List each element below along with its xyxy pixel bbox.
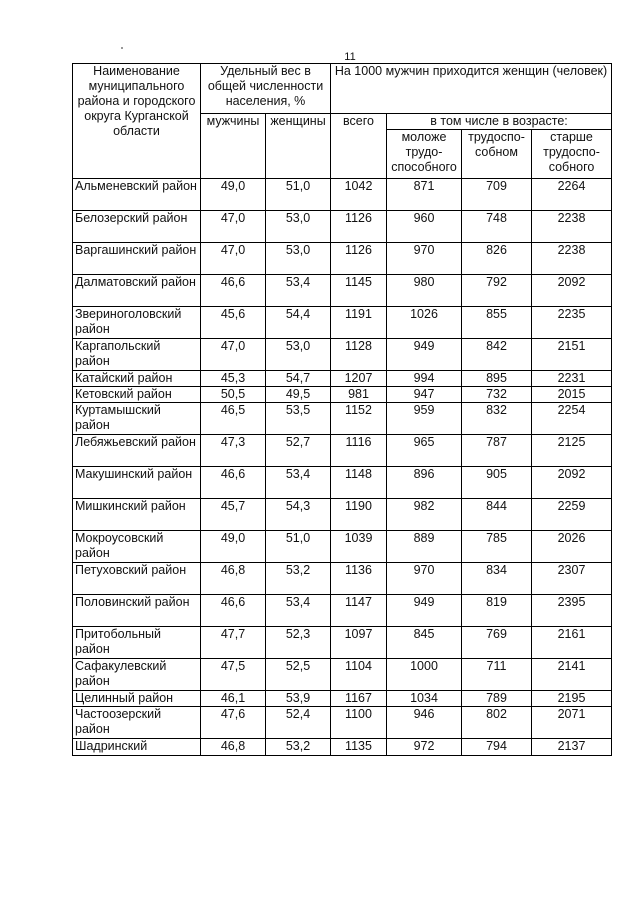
row-total-per1000: 1148 (331, 467, 387, 499)
row-name: Катайский район (73, 371, 201, 387)
row-women-share: 53,2 (266, 563, 331, 595)
row-young-per1000: 949 (387, 595, 462, 627)
row-name: Белозерский район (73, 211, 201, 243)
table-row (73, 595, 612, 627)
row-young-per1000: 972 (387, 739, 462, 756)
row-working-per1000: 787 (462, 435, 532, 467)
table-body (73, 179, 612, 756)
row-working-per1000: 832 (462, 403, 532, 435)
row-working-per1000: 855 (462, 307, 532, 339)
row-name: Притобольный район (73, 627, 201, 659)
statistics-table (72, 63, 612, 756)
row-working-per1000: 895 (462, 371, 532, 387)
row-name: Сафакулевский район (73, 659, 201, 691)
row-men-share: 47,6 (201, 707, 266, 739)
row-old-per1000: 2092 (532, 467, 612, 499)
row-men-share: 45,6 (201, 307, 266, 339)
row-women-share: 51,0 (266, 531, 331, 563)
page-number: 11 (344, 51, 356, 63)
row-total-per1000: 1116 (331, 435, 387, 467)
table-row (73, 659, 612, 691)
table-row (73, 531, 612, 563)
row-total-per1000: 1104 (331, 659, 387, 691)
row-young-per1000: 889 (387, 531, 462, 563)
row-working-per1000: 785 (462, 531, 532, 563)
row-men-share: 46,8 (201, 739, 266, 756)
row-women-share: 54,7 (266, 371, 331, 387)
table-row (73, 435, 612, 467)
row-old-per1000: 2235 (532, 307, 612, 339)
row-women-share: 53,0 (266, 211, 331, 243)
header-age-group: в том числе в возрасте: (387, 114, 612, 130)
row-men-share: 49,0 (201, 179, 266, 211)
row-men-share: 46,1 (201, 691, 266, 707)
row-working-per1000: 792 (462, 275, 532, 307)
row-name: Лебяжьевский район (73, 435, 201, 467)
row-old-per1000: 2161 (532, 627, 612, 659)
row-men-share: 46,8 (201, 563, 266, 595)
row-women-share: 53,0 (266, 243, 331, 275)
row-old-per1000: 2395 (532, 595, 612, 627)
row-name: Мишкинский район (73, 499, 201, 531)
row-working-per1000: 732 (462, 387, 532, 403)
row-total-per1000: 1207 (331, 371, 387, 387)
row-old-per1000: 2141 (532, 659, 612, 691)
row-old-per1000: 2015 (532, 387, 612, 403)
row-working-per1000: 834 (462, 563, 532, 595)
row-young-per1000: 965 (387, 435, 462, 467)
row-working-per1000: 748 (462, 211, 532, 243)
row-name: Половинский район (73, 595, 201, 627)
scan-artifact-dot (121, 47, 123, 49)
row-name: Целинный район (73, 691, 201, 707)
table-row (73, 387, 612, 403)
row-men-share: 46,5 (201, 403, 266, 435)
header-per1000-group: На 1000 мужчин приходится женщин (человек) (331, 64, 612, 114)
table-row (73, 739, 612, 756)
row-name: Кетовский район (73, 387, 201, 403)
row-old-per1000: 2264 (532, 179, 612, 211)
header-share-group: Удельный вес в общей численности населения, % (201, 64, 331, 114)
table-row (73, 307, 612, 339)
row-women-share: 53,4 (266, 467, 331, 499)
row-name: Альменевский район (73, 179, 201, 211)
table-row (73, 499, 612, 531)
row-young-per1000: 959 (387, 403, 462, 435)
table-row (73, 179, 612, 211)
header-men: мужчины (201, 114, 266, 179)
table-row (73, 467, 612, 499)
row-name: Петуховский район (73, 563, 201, 595)
table-row (73, 371, 612, 387)
row-young-per1000: 946 (387, 707, 462, 739)
table-header (73, 64, 612, 179)
row-working-per1000: 794 (462, 739, 532, 756)
row-men-share: 47,3 (201, 435, 266, 467)
row-total-per1000: 1126 (331, 211, 387, 243)
row-men-share: 46,6 (201, 467, 266, 499)
row-name: Макушинский район (73, 467, 201, 499)
row-working-per1000: 819 (462, 595, 532, 627)
header-working: трудоспо-собном (462, 130, 532, 179)
table-row (73, 691, 612, 707)
row-old-per1000: 2259 (532, 499, 612, 531)
row-old-per1000: 2092 (532, 275, 612, 307)
row-total-per1000: 1145 (331, 275, 387, 307)
row-women-share: 52,7 (266, 435, 331, 467)
row-working-per1000: 769 (462, 627, 532, 659)
table-row (73, 707, 612, 739)
row-young-per1000: 949 (387, 339, 462, 371)
row-men-share: 45,7 (201, 499, 266, 531)
table-row (73, 339, 612, 371)
row-men-share: 50,5 (201, 387, 266, 403)
row-total-per1000: 1100 (331, 707, 387, 739)
row-men-share: 47,7 (201, 627, 266, 659)
row-men-share: 47,0 (201, 339, 266, 371)
row-women-share: 49,5 (266, 387, 331, 403)
row-women-share: 53,5 (266, 403, 331, 435)
table-row (73, 403, 612, 435)
row-total-per1000: 1126 (331, 243, 387, 275)
row-total-per1000: 1147 (331, 595, 387, 627)
row-young-per1000: 970 (387, 243, 462, 275)
row-working-per1000: 709 (462, 179, 532, 211)
row-young-per1000: 845 (387, 627, 462, 659)
row-old-per1000: 2195 (532, 691, 612, 707)
row-old-per1000: 2151 (532, 339, 612, 371)
row-men-share: 47,0 (201, 243, 266, 275)
row-old-per1000: 2254 (532, 403, 612, 435)
row-total-per1000: 1190 (331, 499, 387, 531)
row-total-per1000: 981 (331, 387, 387, 403)
table-row (73, 627, 612, 659)
row-women-share: 53,4 (266, 595, 331, 627)
row-old-per1000: 2238 (532, 243, 612, 275)
row-total-per1000: 1128 (331, 339, 387, 371)
row-old-per1000: 2071 (532, 707, 612, 739)
row-name: Варгашинский район (73, 243, 201, 275)
row-old-per1000: 2307 (532, 563, 612, 595)
row-working-per1000: 802 (462, 707, 532, 739)
row-young-per1000: 994 (387, 371, 462, 387)
row-women-share: 53,9 (266, 691, 331, 707)
row-name: Мокроусовский район (73, 531, 201, 563)
row-working-per1000: 826 (462, 243, 532, 275)
header-total: всего (331, 114, 387, 179)
row-working-per1000: 842 (462, 339, 532, 371)
table-row (73, 563, 612, 595)
row-total-per1000: 1039 (331, 531, 387, 563)
row-young-per1000: 1000 (387, 659, 462, 691)
row-young-per1000: 1034 (387, 691, 462, 707)
row-women-share: 53,2 (266, 739, 331, 756)
row-total-per1000: 1136 (331, 563, 387, 595)
row-young-per1000: 982 (387, 499, 462, 531)
row-name: Каргапольский район (73, 339, 201, 371)
row-women-share: 52,3 (266, 627, 331, 659)
row-total-per1000: 1167 (331, 691, 387, 707)
row-old-per1000: 2231 (532, 371, 612, 387)
row-women-share: 53,0 (266, 339, 331, 371)
header-women: женщины (266, 114, 331, 179)
row-name: Далматовский район (73, 275, 201, 307)
row-men-share: 47,5 (201, 659, 266, 691)
row-young-per1000: 960 (387, 211, 462, 243)
table-row (73, 275, 612, 307)
row-old-per1000: 2125 (532, 435, 612, 467)
row-total-per1000: 1097 (331, 627, 387, 659)
row-men-share: 46,6 (201, 595, 266, 627)
table-row (73, 211, 612, 243)
row-women-share: 52,5 (266, 659, 331, 691)
row-working-per1000: 905 (462, 467, 532, 499)
row-men-share: 49,0 (201, 531, 266, 563)
row-name: Частоозерский район (73, 707, 201, 739)
table-row (73, 243, 612, 275)
row-name: Куртамышский район (73, 403, 201, 435)
row-women-share: 51,0 (266, 179, 331, 211)
row-men-share: 47,0 (201, 211, 266, 243)
header-old: старше трудоспо-собного (532, 130, 612, 179)
row-working-per1000: 711 (462, 659, 532, 691)
header-name: Наименование муниципального района и городского округа Курганской области (73, 64, 201, 179)
row-total-per1000: 1135 (331, 739, 387, 756)
row-men-share: 45,3 (201, 371, 266, 387)
row-young-per1000: 970 (387, 563, 462, 595)
row-young-per1000: 1026 (387, 307, 462, 339)
row-women-share: 52,4 (266, 707, 331, 739)
row-total-per1000: 1042 (331, 179, 387, 211)
row-old-per1000: 2238 (532, 211, 612, 243)
row-men-share: 46,6 (201, 275, 266, 307)
row-working-per1000: 844 (462, 499, 532, 531)
row-women-share: 54,4 (266, 307, 331, 339)
row-young-per1000: 980 (387, 275, 462, 307)
row-name: Звериноголовский район (73, 307, 201, 339)
row-name: Шадринский (73, 739, 201, 756)
row-women-share: 54,3 (266, 499, 331, 531)
row-total-per1000: 1191 (331, 307, 387, 339)
header-young: моложе трудо-способного (387, 130, 462, 179)
row-young-per1000: 896 (387, 467, 462, 499)
row-young-per1000: 871 (387, 179, 462, 211)
row-women-share: 53,4 (266, 275, 331, 307)
row-total-per1000: 1152 (331, 403, 387, 435)
row-old-per1000: 2026 (532, 531, 612, 563)
row-old-per1000: 2137 (532, 739, 612, 756)
row-working-per1000: 789 (462, 691, 532, 707)
row-young-per1000: 947 (387, 387, 462, 403)
